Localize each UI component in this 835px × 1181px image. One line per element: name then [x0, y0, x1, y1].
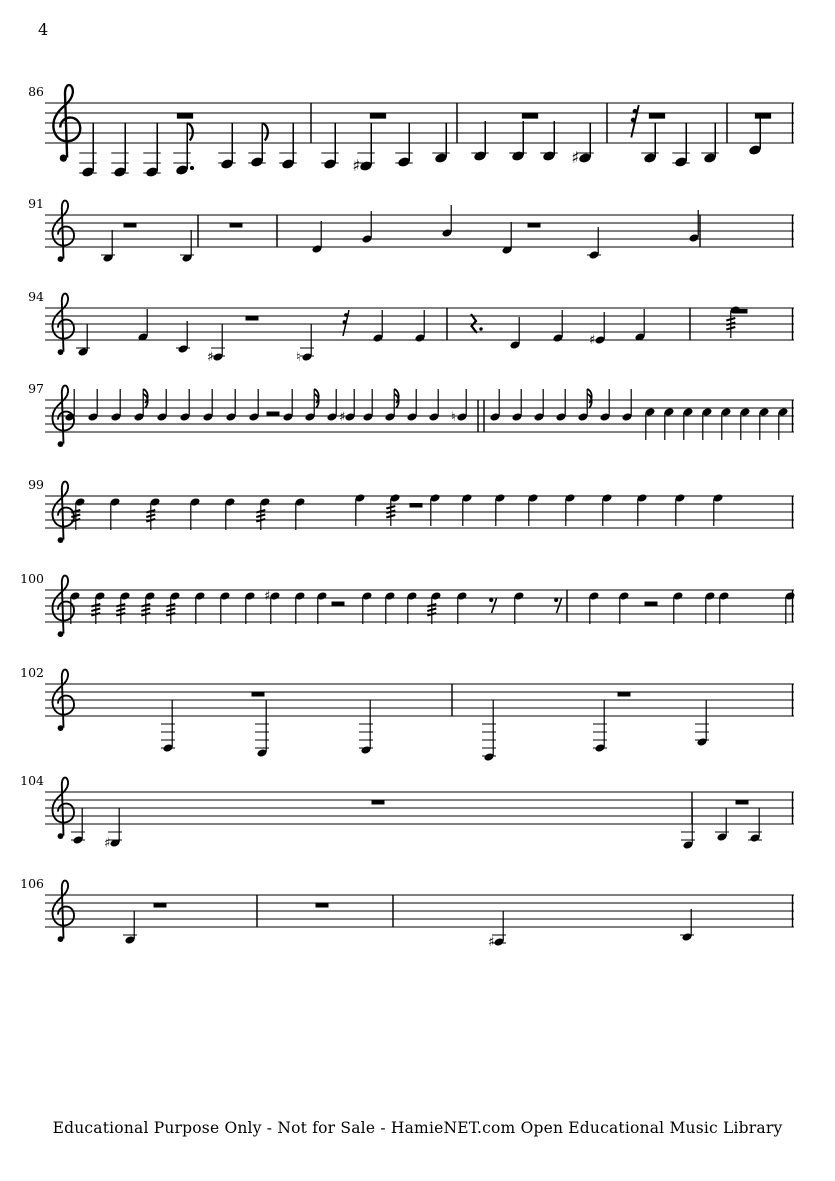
note	[509, 317, 520, 350]
tremolo-slash	[91, 609, 100, 612]
note	[361, 591, 372, 624]
note	[555, 389, 566, 422]
whole-rest	[154, 903, 167, 908]
sharp-accidental: ♯	[104, 836, 111, 851]
tremolo-slash	[146, 515, 155, 518]
whole-rest	[618, 692, 631, 697]
half-rest	[645, 602, 658, 607]
note	[282, 389, 293, 422]
note	[384, 591, 395, 624]
note	[748, 115, 762, 156]
system-99	[28, 477, 794, 543]
note	[489, 389, 500, 422]
system-100	[20, 571, 795, 637]
note	[471, 121, 489, 162]
measure-number: 104	[20, 773, 44, 788]
whole-rest	[124, 223, 137, 228]
sharp-accidental: ♯	[339, 410, 346, 425]
note	[111, 123, 129, 178]
whole-rest	[522, 113, 538, 119]
note	[248, 389, 259, 422]
natural-accidental: ♮	[296, 350, 301, 365]
note	[173, 123, 194, 176]
note	[137, 309, 148, 342]
whole-rest	[370, 113, 386, 119]
tremolo-slash	[141, 613, 150, 616]
note	[414, 310, 425, 343]
note	[488, 911, 506, 950]
note	[176, 321, 190, 354]
note	[577, 389, 591, 422]
system-106	[20, 876, 794, 950]
sharp-accidental: ♯	[352, 156, 361, 175]
note	[326, 389, 337, 422]
whole-rest	[649, 113, 665, 119]
note	[672, 123, 690, 168]
tremolo-slash	[386, 511, 395, 514]
note	[564, 493, 575, 526]
system-86	[28, 84, 794, 178]
system-102	[20, 665, 794, 762]
natural-accidental: ♮	[451, 410, 456, 425]
note	[372, 310, 383, 343]
note	[533, 389, 544, 422]
note	[501, 222, 512, 255]
note	[202, 389, 213, 422]
measure-number: 86	[28, 84, 44, 99]
note	[494, 493, 505, 526]
note	[427, 591, 441, 624]
note	[104, 808, 122, 851]
note	[429, 493, 440, 526]
note	[352, 123, 375, 175]
note	[294, 591, 305, 624]
half-rest	[410, 503, 423, 508]
measure-number: 102	[20, 665, 44, 680]
note	[294, 497, 305, 530]
note	[362, 389, 373, 422]
system-91	[28, 196, 794, 263]
note	[224, 497, 235, 530]
tremolo-slash	[726, 327, 735, 330]
sharp-accidental: ♯	[589, 333, 596, 348]
half-rest	[332, 602, 345, 607]
note	[621, 389, 632, 422]
tremolo-slash	[91, 613, 100, 616]
whole-rest	[230, 223, 243, 228]
note	[133, 389, 147, 422]
note	[674, 493, 685, 526]
measure-number: 99	[28, 477, 44, 492]
note	[225, 389, 236, 422]
note	[248, 123, 268, 168]
note	[123, 911, 137, 945]
note	[219, 591, 230, 624]
note	[461, 493, 472, 526]
note	[428, 389, 439, 422]
eighth-rest	[489, 598, 493, 602]
note	[311, 221, 322, 254]
tremolo-slash	[71, 515, 80, 518]
sharp-accidental: ♯	[264, 589, 271, 604]
note	[527, 493, 538, 526]
note	[395, 123, 413, 168]
note	[406, 591, 417, 624]
note	[304, 389, 318, 422]
tremolo-slash	[116, 609, 125, 612]
note	[636, 493, 647, 526]
note	[406, 389, 417, 422]
note	[587, 227, 601, 260]
note	[681, 808, 695, 850]
note	[672, 591, 683, 624]
tremolo-slash	[427, 613, 436, 616]
note	[179, 389, 190, 422]
half-rest	[267, 412, 280, 417]
note	[784, 591, 795, 624]
note	[588, 591, 599, 624]
whole-rest	[755, 113, 771, 119]
tremolo-slash	[256, 519, 265, 522]
note	[109, 497, 120, 530]
sharp-accidental: ♯	[488, 935, 495, 950]
note	[207, 324, 225, 365]
whole-rest	[316, 903, 329, 908]
whole-rest	[372, 800, 385, 805]
whole-rest	[736, 800, 749, 805]
note	[316, 591, 327, 624]
whole-rest	[177, 113, 193, 119]
note	[634, 309, 645, 342]
note	[384, 389, 398, 422]
note	[256, 497, 270, 530]
measure-number: 94	[28, 289, 44, 304]
note	[87, 389, 98, 422]
whole-rest	[246, 316, 259, 321]
note	[540, 121, 558, 162]
note	[571, 123, 594, 167]
note	[69, 591, 80, 624]
sharp-accidental: ♯	[571, 148, 580, 167]
note	[180, 230, 194, 263]
note	[116, 591, 130, 624]
tremolo-slash	[166, 609, 175, 612]
footer-text: Educational Purpose Only - Not for Sale - HamieNET.com Open Educational Music Library	[52, 1119, 783, 1137]
note	[451, 389, 468, 425]
note	[321, 123, 339, 170]
measure-number: 100	[20, 571, 44, 586]
note	[194, 591, 205, 624]
tremolo-slash	[386, 515, 395, 518]
note	[589, 312, 606, 348]
note	[748, 808, 762, 843]
measure-number: 106	[20, 876, 44, 891]
note	[110, 389, 121, 422]
note	[726, 305, 740, 338]
note	[386, 493, 400, 526]
measure-number: 91	[28, 196, 44, 211]
page-number: 4	[38, 20, 49, 39]
note	[509, 121, 527, 162]
whole-rest	[528, 223, 541, 228]
tremolo-slash	[427, 609, 436, 612]
tremolo-slash	[146, 519, 155, 522]
tremolo-slash	[386, 506, 395, 509]
tremolo-slash	[726, 323, 735, 326]
system-104	[20, 773, 794, 851]
note	[618, 591, 629, 624]
note	[79, 123, 97, 178]
note	[552, 310, 563, 343]
note	[513, 591, 524, 624]
tremolo-slash	[116, 613, 125, 616]
tremolo-slash	[141, 609, 150, 612]
note	[279, 123, 297, 170]
note	[101, 230, 115, 263]
augmentation-dot	[190, 166, 194, 170]
tremolo-slash	[726, 318, 735, 321]
note	[601, 493, 612, 526]
note	[680, 909, 694, 942]
note	[704, 591, 715, 624]
tremolo-slash	[166, 613, 175, 616]
system-97	[28, 381, 794, 447]
whole-rest	[252, 692, 265, 697]
note	[255, 700, 269, 758]
system-94	[28, 289, 794, 365]
note	[715, 808, 729, 842]
note	[712, 493, 723, 526]
flag	[187, 123, 193, 141]
eighth-rest	[554, 598, 558, 602]
note	[189, 497, 200, 530]
note	[599, 389, 610, 422]
sharp-accidental: ♯	[207, 350, 214, 365]
note	[146, 497, 160, 530]
note	[296, 324, 314, 365]
note	[143, 123, 161, 178]
note	[441, 205, 452, 238]
measure-number: 97	[28, 381, 44, 396]
note	[361, 211, 372, 244]
flag	[262, 123, 268, 141]
note	[141, 591, 155, 624]
note	[482, 700, 496, 762]
tremolo-slash	[256, 515, 265, 518]
note	[166, 591, 180, 624]
note	[156, 389, 167, 422]
note	[218, 123, 236, 170]
note	[339, 389, 356, 425]
note	[718, 591, 729, 624]
note	[244, 591, 255, 624]
note	[456, 591, 467, 624]
note	[91, 591, 105, 624]
note	[64, 389, 75, 422]
note	[354, 493, 365, 526]
note	[511, 389, 522, 422]
note	[695, 700, 709, 747]
